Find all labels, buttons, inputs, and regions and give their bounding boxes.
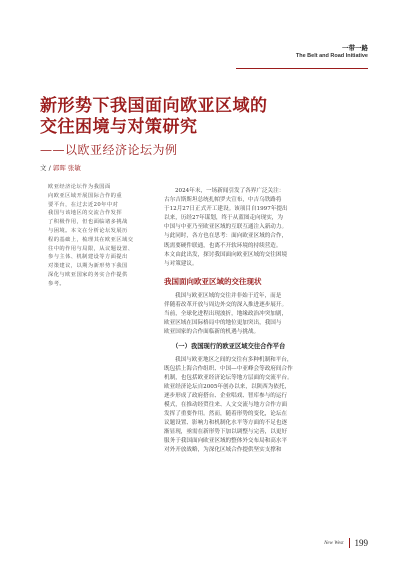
article-subtitle: ——以欧亚经济论坛为例: [40, 143, 178, 157]
footer-divider: [349, 538, 350, 548]
body-line: 欧亚经济论坛自2005年创办以来，以陕西为依托，: [164, 383, 291, 390]
author-names: 郭晖 张敏: [52, 164, 81, 172]
abstract-line: 参考。: [48, 280, 66, 287]
author-line: [40, 163, 81, 172]
column-label-en: The Belt and Road Initiative: [295, 53, 368, 59]
abstract-line: 了积极作用，但也面临诸多挑战: [48, 219, 128, 226]
body-line: 本文由此出发，探讨我国面向欧亚区域的交往困境: [164, 251, 288, 258]
body-line: 中国与中亚乃至欧亚区域的互联互通注入新动力。: [164, 224, 288, 231]
abstract-line: 往中的作用与局限，从议题设置、: [48, 245, 134, 252]
body-line: 古尔吉斯斯坦总统扎帕罗夫宣布，中吉乌铁路将: [164, 197, 282, 204]
body-line: 伴随着改革开放与周边外交的深入推进逐步展开。: [164, 302, 288, 309]
magazine-brand: New West: [324, 540, 344, 546]
abstract-line: 我国与该地区的交流合作发挥: [48, 210, 123, 217]
body-line: 对外开放战略，为深化区域合作提供坚实支撑和: [164, 447, 282, 454]
body-line: 发挥了重要作用。然而，随着形势的变化，论坛在: [164, 411, 288, 418]
abstract-line: 对策建议，以期为新形势下我国: [48, 263, 128, 270]
body-line: 模式，在推动经贸往来、人文交流与地方合作方面: [164, 401, 288, 408]
section-heading: 我国面向欧亚区域的交往现状: [164, 276, 262, 286]
body-line: 既包括上海合作组织、中国—中亚峰会等政府间合作: [164, 365, 293, 372]
body-line: 欧亚国家的合作面临新的机遇与挑战。: [164, 329, 260, 336]
body-line: 既需要硬件联通，也离不开软环境的持续营造。: [164, 242, 282, 249]
body-line: 机制，也包括欧亚经济论坛等地方层面的交流平台。: [164, 374, 293, 381]
body-line: 我国与欧亚地区之间的交往有多种机制和平台，: [175, 356, 293, 363]
body-line: 当前，全球化进程出现波折，地缘政治冲突加剧，: [164, 311, 288, 318]
body-line: 我国与欧亚区域的交往并非始于近年，而是: [175, 292, 282, 299]
author-prefix: 文 /: [40, 164, 51, 172]
body-line: 于12月27日正式开工建设。该项目自1997年提出: [164, 206, 288, 213]
body-line: 服务于我国面向欧亚区域的整体外交布局和高水平: [164, 438, 288, 445]
body-line: 欧亚区域在国际格局中的地位更加突出，我国与: [164, 320, 282, 327]
title-line: 交往困境与对策研究: [40, 117, 198, 137]
column-header: [296, 44, 368, 60]
body-line: 与此同时，各方也在思考：面向欧亚区域的合作，: [164, 233, 288, 240]
abstract-line: 欧亚经济论坛作为我国面: [48, 184, 111, 190]
abstract-line: 深化与欧亚国家的务实合作提供: [48, 271, 128, 278]
abstract-line: 程的基础上，梳理其在欧亚区域交: [48, 236, 134, 243]
title-line: 新形势下我国面向欧亚区域的: [40, 96, 268, 116]
page-footer: [324, 538, 368, 548]
abstract: [48, 183, 146, 289]
body-line: 以来，历经27年谋划，终于从蓝图走向现实，为: [164, 215, 283, 222]
abstract-line: 要平台，在过去近20年中对: [48, 201, 119, 208]
abstract-line: 向欧亚区域开展国际合作的重: [48, 192, 123, 199]
body-line: 渐显现，亟需在新形势下加以调整与完善，以更好: [164, 429, 288, 436]
abstract-line: 与困境。本文在分析论坛发展历: [48, 227, 128, 234]
page-number: 199: [354, 538, 368, 548]
header-divider: [236, 68, 368, 69]
article-body: [164, 187, 370, 456]
body-line: 议题设置、影响力和机制化水平等方面的不足也逐: [164, 420, 288, 427]
body-line: 与对策建议。: [164, 260, 198, 267]
subsection-heading: （一）我国现行的欧亚区域交往合作平台: [172, 343, 286, 351]
article-title: [40, 96, 340, 138]
abstract-line: 参与主体、机制建设等方面提出: [48, 254, 128, 261]
body-line: 逐步形成了政府搭台、企业唱戏、智库参与的运行: [164, 392, 288, 399]
column-label-zh: 一带一路: [342, 44, 368, 52]
body-line: 2024年末，一场新闻引发了各界广泛关注：: [175, 188, 285, 194]
